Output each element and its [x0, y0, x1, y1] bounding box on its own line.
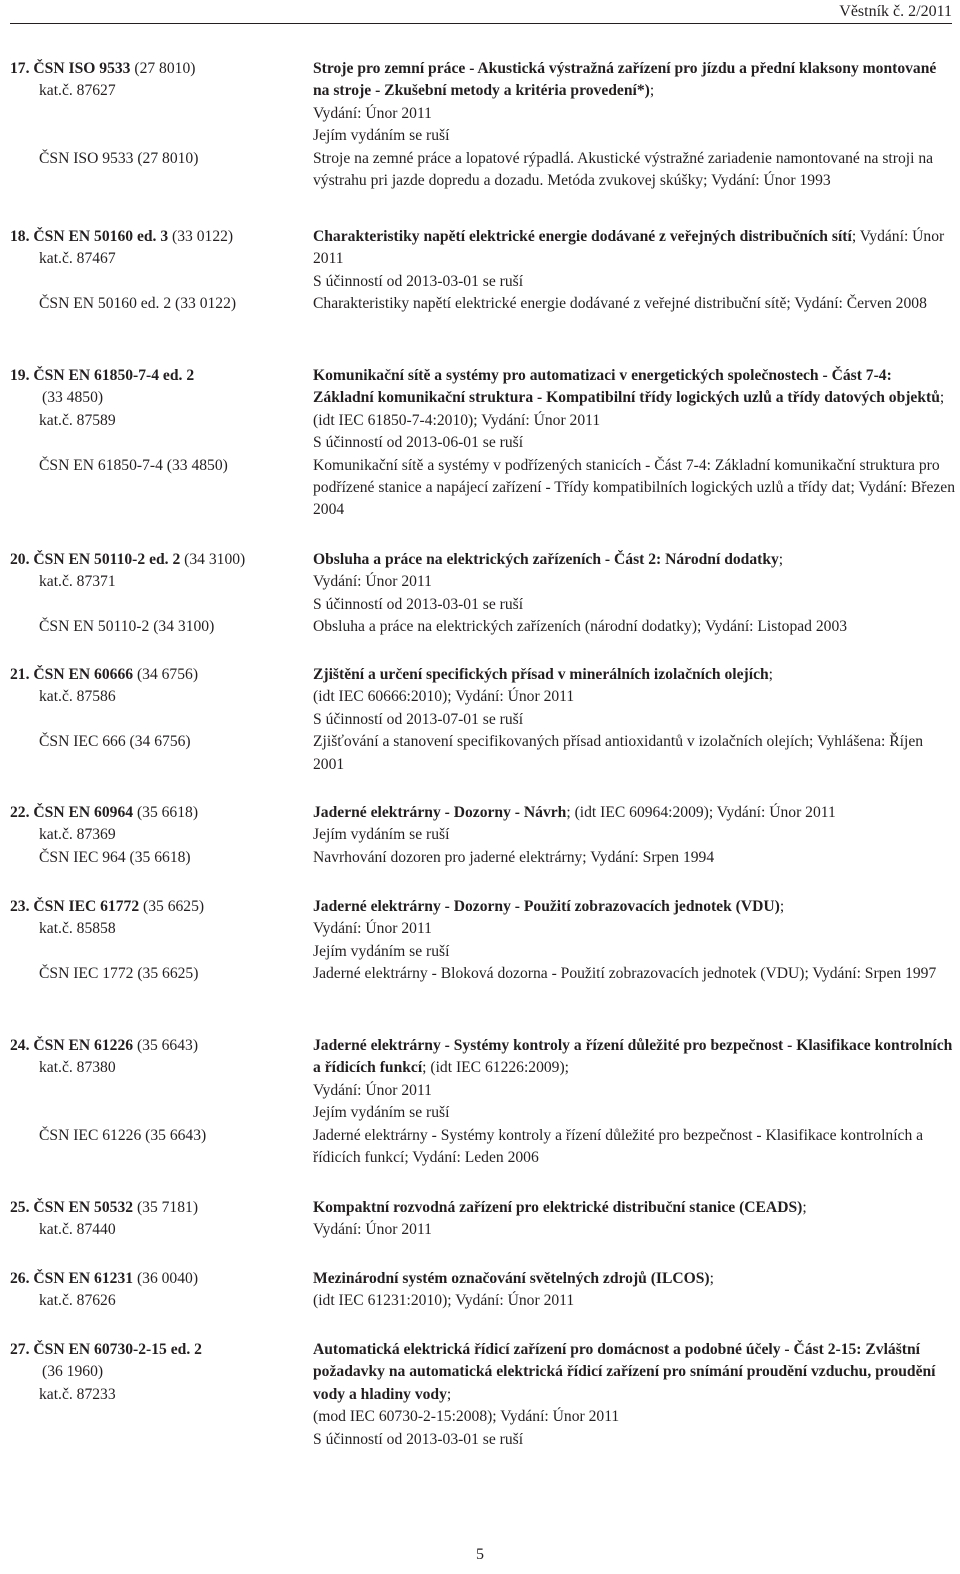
- standard-title: Jaderné elektrárny - Systémy kontroly a řízení důležité pro bezpečnost - Klasifikace kontrolních a řídicích funkcí: [313, 1037, 953, 1077]
- entry-number: 26.: [10, 1270, 30, 1287]
- supersedes-line: Jejím vydáním se ruší: [313, 942, 450, 960]
- entry-20: [10, 549, 955, 664]
- issue-line: Vydání: Únor 2011: [313, 104, 432, 122]
- title-suffix: ; (idt IEC 61226:2009);: [422, 1059, 570, 1077]
- entry-17: [10, 58, 955, 226]
- standard-title: Obsluha a práce na elektrických zařízeních - Část 2: Národní dodatky: [313, 551, 779, 568]
- page-number: 5: [476, 1546, 484, 1563]
- superseded-title: Jaderné elektrárny - Systémy kontroly a řízení důležité pro bezpečnost - Klasifikace kontrolních a řídicích funkcí; Vydání: Leden 2006: [313, 1126, 924, 1167]
- standard-title: Zjištění a určení specifických přísad v minerálních izolačních olejích: [313, 666, 769, 683]
- standards-list: [10, 58, 955, 1451]
- standard-class: (34 3100): [184, 551, 246, 568]
- entry-21: [10, 664, 955, 802]
- issue-line: (mod IEC 60730-2-15:2008); Vydání: Únor 2011: [313, 1408, 620, 1426]
- validity-line: S účinností od 2013-03-01 se ruší: [313, 272, 524, 290]
- standard-class: (33 4850): [42, 389, 104, 407]
- catalog-number: kat.č. 87233: [39, 1385, 116, 1403]
- standard-code: ČSN EN 61231: [33, 1270, 134, 1287]
- standard-code: ČSN EN 60666: [33, 666, 134, 683]
- issue-line: Vydání: Únor 2011: [313, 1081, 432, 1099]
- superseded-title: Komunikační sítě a systémy v podřízených stanicích - Část 7-4: Základní komunikační struktura pro podřízené stanice a napájecí zařízení - Třídy kompatibilních logických uzlů a třídy dat; Vydání: Březen 2004: [313, 456, 956, 519]
- superseded-title: Navrhování dozoren pro jaderné elektrárny; Vydání: Srpen 1994: [313, 848, 715, 866]
- entry-number: 18.: [10, 228, 30, 245]
- entry-number: 22.: [10, 804, 30, 821]
- catalog-number: kat.č. 87369: [39, 826, 116, 844]
- standard-title: Kompaktní rozvodná zařízení pro elektrické distribuční stanice (CEADS): [313, 1199, 803, 1216]
- supersedes-line: Jejím vydáním se ruší: [313, 1104, 450, 1122]
- standard-title: Stroje pro zemní práce - Akustická výstražná zařízení pro jízdu a přední klaksony montované na stroje - Zkušební metody a kritéria provedení*): [313, 60, 937, 100]
- superseded-code: ČSN IEC 61226 (35 6643): [39, 1126, 207, 1144]
- catalog-number: kat.č. 87589: [39, 411, 116, 429]
- supersedes-line: Jejím vydáním se ruší: [313, 826, 450, 844]
- standard-title: Charakteristiky napětí elektrické energie dodávané z veřejných distribučních sítí: [313, 228, 852, 245]
- superseded-title: Stroje na zemné práce a lopatové rýpadlá. Akustické výstražné zariadenie namontované na stroji na výstrahu pri jazde dopredu a dozadu. Metóda zvukovej skúšky; Vydání: Únor 1993: [313, 149, 934, 190]
- standard-class: (35 6618): [136, 804, 199, 821]
- entry-number: 25.: [10, 1199, 30, 1216]
- catalog-number: kat.č. 87586: [39, 688, 116, 706]
- superseded-title: Jaderné elektrárny - Bloková dozorna - Použití zobrazovacích jednotek (VDU); Vydání: Srpen 1997: [313, 965, 937, 983]
- standard-class: (35 6643): [136, 1037, 199, 1054]
- standard-title: Jaderné elektrárny - Dozorny - Návrh: [313, 804, 567, 821]
- issue-line: Vydání: Únor 2011: [313, 920, 432, 938]
- entry-22: [10, 802, 955, 896]
- superseded-title: Zjišťování a stanovení specifikovaných přísad antioxidantů v izolačních olejích; Vyhlášena: Říjen 2001: [313, 733, 924, 773]
- standard-code: ČSN EN 50532: [33, 1199, 134, 1216]
- validity-line: S účinností od 2013-06-01 se ruší: [313, 434, 524, 452]
- entry-18: [10, 226, 955, 365]
- title-suffix: ;: [768, 666, 774, 683]
- entry-number: 19.: [10, 367, 30, 384]
- standard-code: ČSN ISO 9533: [33, 60, 131, 77]
- standard-class: (36 0040): [136, 1270, 199, 1287]
- superseded-code: ČSN ISO 9533 (27 8010): [39, 149, 199, 167]
- superseded-code: ČSN EN 61850-7-4 (33 4850): [39, 456, 228, 474]
- catalog-number: kat.č. 87440: [39, 1221, 116, 1239]
- supersedes-line: Jejím vydáním se ruší: [313, 127, 450, 145]
- superseded-code: ČSN IEC 1772 (35 6625): [39, 965, 199, 983]
- standard-class: (27 8010): [134, 60, 196, 77]
- entry-27: [10, 1339, 955, 1451]
- standard-code: ČSN IEC 61772: [33, 898, 140, 915]
- title-suffix: ;: [649, 82, 655, 100]
- catalog-number: kat.č. 87380: [39, 1059, 116, 1077]
- standard-code: ČSN EN 50110-2 ed. 2: [33, 551, 181, 568]
- standard-title: Automatická elektrická řídicí zařízení pro domácnost a podobné účely - Část 2-15: Zvláštní požadavky na automatická elektrická řídicí zařízení pro snímání proudění vzduchu, proudění vody a hladiny vody: [313, 1341, 936, 1403]
- issue-line: Vydání: Únor 2011: [313, 1221, 432, 1239]
- entry-number: 21.: [10, 666, 30, 683]
- standard-class: (36 1960): [42, 1363, 104, 1381]
- standard-title: Mezinárodní systém označování světelných zdrojů (ILCOS): [313, 1270, 710, 1287]
- catalog-number: kat.č. 87467: [39, 250, 116, 268]
- catalog-number: kat.č. 87371: [39, 573, 116, 591]
- standard-code: ČSN EN 60730-2-15 ed. 2: [33, 1341, 202, 1358]
- entry-number: 23.: [10, 898, 30, 915]
- standard-title: Komunikační sítě a systémy pro automatizaci v energetických společnostech - Část 7-4: Základní komunikační struktura - Kompatibilní třídy logických uzlů a třídy datových objektů: [313, 367, 940, 407]
- catalog-number: kat.č. 87627: [39, 82, 116, 100]
- header-divider: [10, 23, 952, 24]
- issue-line: (idt IEC 61231:2010); Vydání: Únor 2011: [313, 1292, 575, 1310]
- standard-class: (35 7181): [136, 1199, 199, 1216]
- entry-23: [10, 896, 955, 1035]
- validity-line: S účinností od 2013-03-01 se ruší: [313, 595, 524, 613]
- standard-code: ČSN EN 60964: [33, 804, 134, 821]
- title-suffix: ;: [709, 1270, 714, 1287]
- entry-25: [10, 1197, 955, 1268]
- entry-19: [10, 365, 955, 549]
- standard-class: (34 6756): [136, 666, 199, 683]
- superseded-code: ČSN EN 50110-2 (34 3100): [39, 618, 215, 636]
- title-suffix: ;: [778, 551, 784, 568]
- superseded-code: ČSN EN 50160 ed. 2 (33 0122): [39, 295, 237, 313]
- entry-number: 27.: [10, 1341, 30, 1358]
- standard-class: (35 6625): [143, 898, 205, 915]
- catalog-number: kat.č. 87626: [39, 1292, 116, 1310]
- title-suffix: ; (idt IEC 60964:2009); Vydání: Únor 2011: [566, 804, 836, 821]
- standard-code: ČSN EN 50160 ed. 3: [33, 228, 169, 245]
- journal-issue: Věstník č. 2/2011: [839, 3, 952, 20]
- entry-26: [10, 1268, 955, 1339]
- superseded-code: ČSN IEC 666 (34 6756): [39, 733, 191, 751]
- superseded-title: Obsluha a práce na elektrických zařízeních (národní dodatky); Vydání: Listopad 2003: [313, 618, 848, 636]
- validity-line: S účinností od 2013-07-01 se ruší: [313, 710, 524, 728]
- standard-title: Jaderné elektrárny - Dozorny - Použití zobrazovacích jednotek (VDU): [313, 898, 780, 915]
- entry-number: 20.: [10, 551, 30, 568]
- superseded-code: ČSN IEC 964 (35 6618): [39, 848, 191, 866]
- title-suffix: ; (idt IEC 61850-7-4:2010); Vydání: Únor 2011: [313, 389, 945, 429]
- superseded-title: Charakteristiky napětí elektrické energie dodávané z veřejné distribuční sítě; Vydání: Červen 2008: [313, 295, 927, 313]
- issue-line: Vydání: Únor 2011: [313, 573, 432, 591]
- entry-24: [10, 1035, 955, 1197]
- title-suffix: ;: [802, 1199, 807, 1216]
- issue-line: (idt IEC 60666:2010); Vydání: Únor 2011: [313, 688, 575, 706]
- entry-number: 17.: [10, 60, 30, 77]
- standard-class: (33 0122): [172, 228, 234, 245]
- catalog-number: kat.č. 85858: [39, 920, 116, 938]
- title-suffix: ;: [779, 898, 785, 915]
- standard-code: ČSN EN 61226: [33, 1037, 134, 1054]
- standard-code: ČSN EN 61850-7-4 ed. 2: [33, 367, 195, 384]
- entry-number: 24.: [10, 1037, 30, 1054]
- validity-line: S účinností od 2013-03-01 se ruší: [313, 1430, 524, 1448]
- title-suffix: ;: [446, 1385, 452, 1403]
- title-suffix: ; Vydání: Únor 2011: [313, 228, 945, 268]
